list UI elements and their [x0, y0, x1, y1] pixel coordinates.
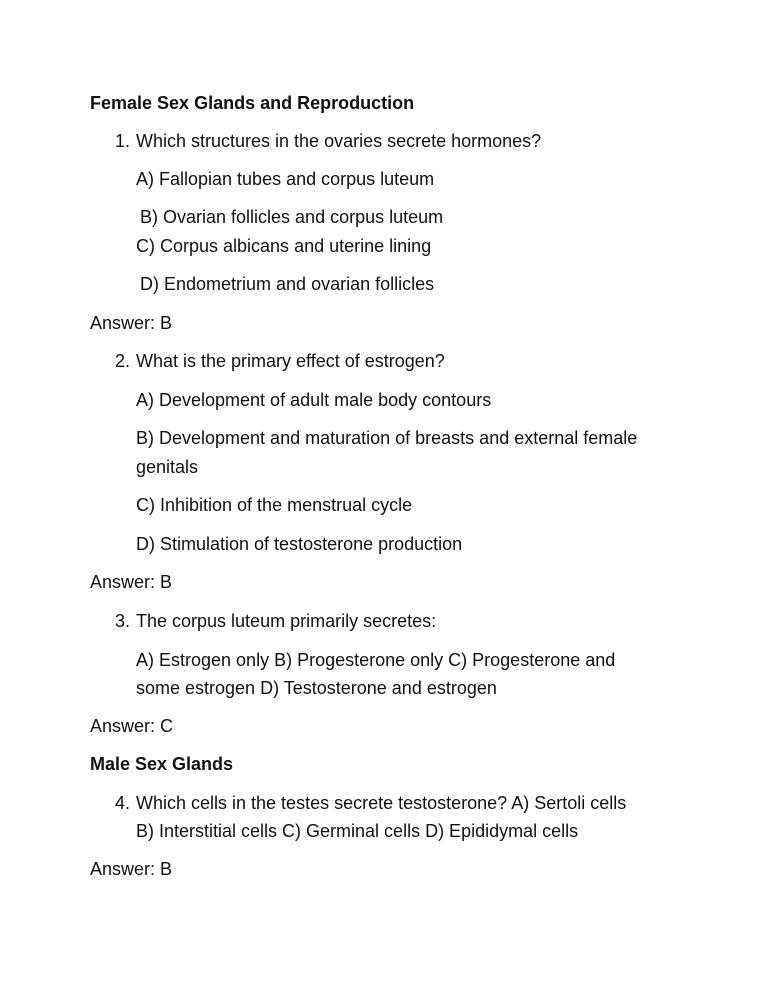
- question-text: What is the primary effect of estrogen?: [136, 351, 445, 371]
- answer-option: genitals: [136, 457, 199, 477]
- question-text: The corpus luteum primarily secretes:: [136, 611, 437, 631]
- question-number: 2.: [114, 351, 130, 371]
- answer-option: A) Development of adult male body contours: [136, 390, 492, 410]
- answer-option: some estrogen D) Testosterone and estrogen: [136, 678, 497, 698]
- question-number: 4.: [114, 793, 130, 813]
- answer-option: D) Endometrium and ovarian follicles: [140, 274, 435, 294]
- answer-key: Answer: B: [90, 313, 173, 333]
- question-number: 1.: [114, 131, 130, 151]
- question-number: 3.: [114, 611, 130, 631]
- answer-option: B) Ovarian follicles and corpus luteum: [140, 207, 444, 227]
- section-heading-male: Male Sex Glands: [90, 754, 234, 774]
- answer-option: C) Corpus albicans and uterine lining: [136, 236, 432, 256]
- question-text: Which structures in the ovaries secrete hormones?: [136, 131, 542, 151]
- answer-key: Answer: C: [90, 716, 174, 736]
- answer-key: Answer: B: [90, 572, 173, 592]
- answer-option: C) Inhibition of the menstrual cycle: [136, 495, 413, 515]
- section-heading-female: Female Sex Glands and Reproduction: [90, 93, 415, 113]
- answer-option: B) Development and maturation of breasts and external female: [136, 428, 638, 448]
- answer-option: A) Estrogen only B) Progesterone only C) Progesterone and: [136, 650, 616, 670]
- answer-key: Answer: B: [90, 859, 173, 879]
- answer-option: A) Fallopian tubes and corpus luteum: [136, 169, 435, 189]
- question-text: Which cells in the testes secrete testosterone? A) Sertoli cells: [136, 793, 627, 813]
- answer-option: B) Interstitial cells C) Germinal cells D) Epididymal cells: [136, 821, 579, 841]
- answer-option: D) Stimulation of testosterone production: [136, 534, 463, 554]
